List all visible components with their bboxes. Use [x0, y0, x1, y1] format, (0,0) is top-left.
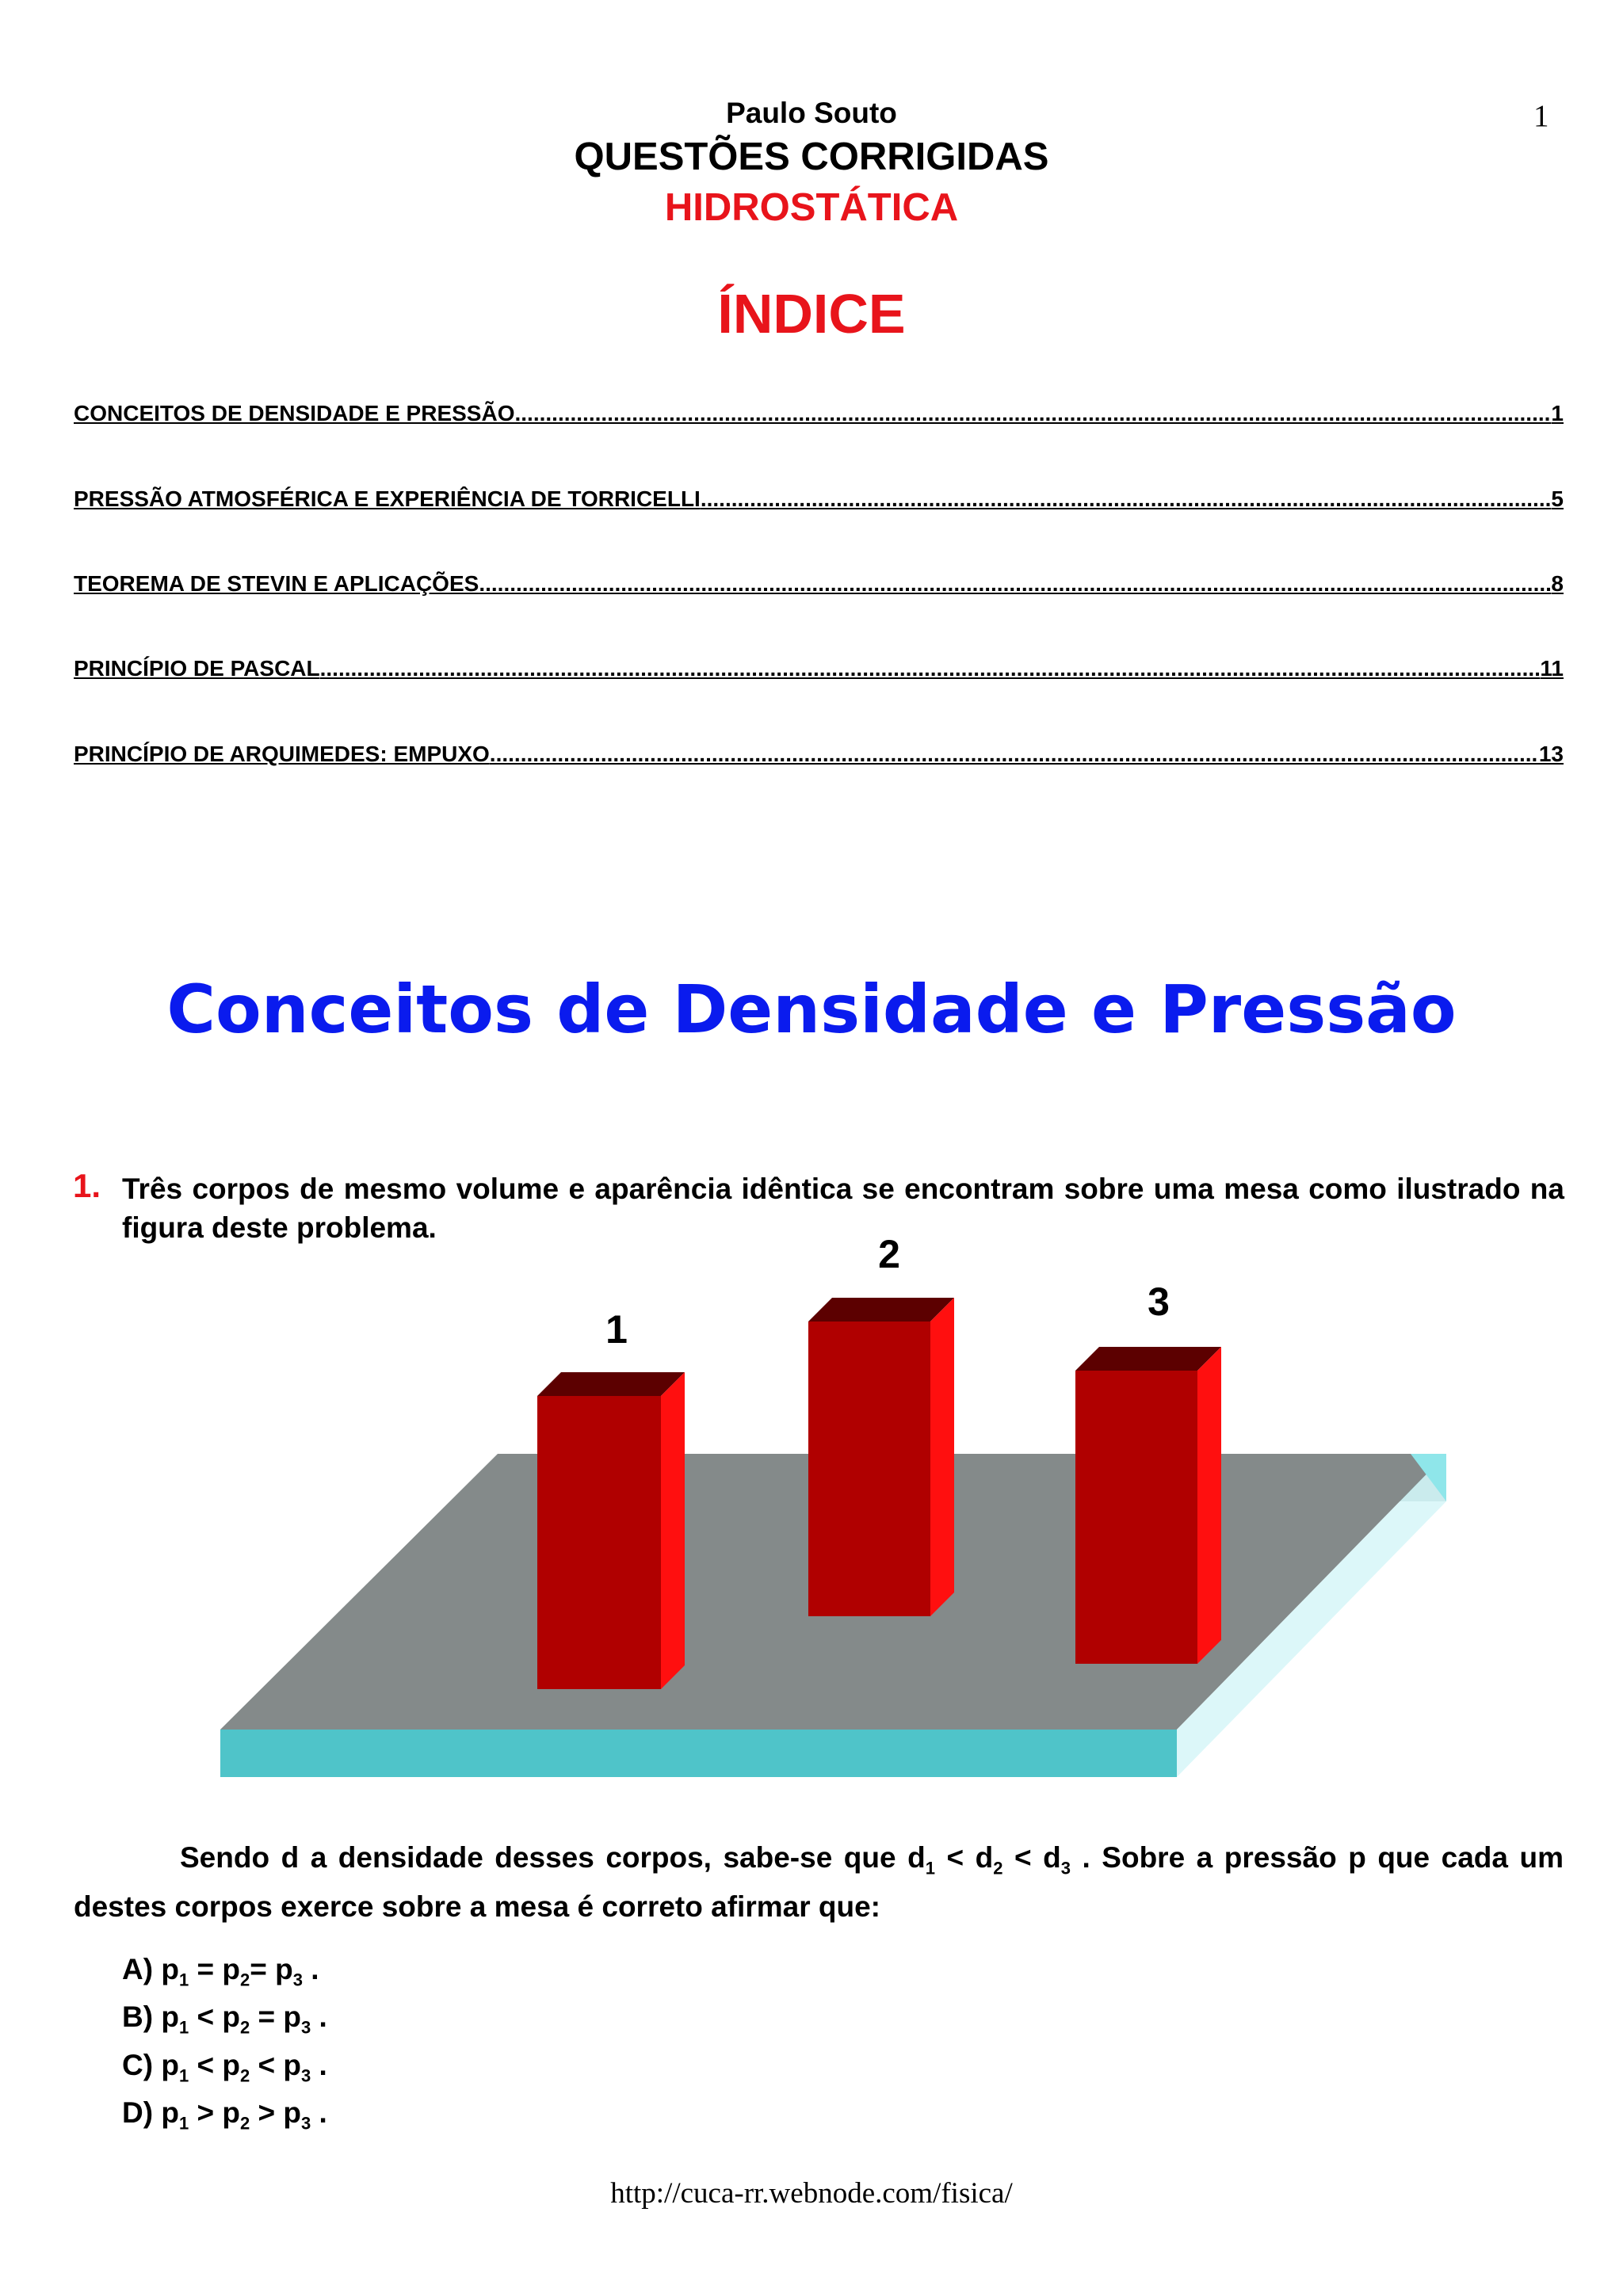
block-label-1: 1: [605, 1307, 628, 1352]
toc-label: PRINCÍPIO DE PASCAL: [74, 656, 320, 681]
section-title: Conceitos de Densidade e Pressão: [166, 971, 1457, 1048]
toc-leader: [490, 742, 1539, 767]
toc-label: PRESSÃO ATMOSFÉRICA E EXPERIÊNCIA DE TORRICELLI: [74, 486, 701, 511]
toc-item-pascal[interactable]: [74, 656, 1564, 681]
block-1: [537, 1372, 685, 1689]
toc-item-arquimedes[interactable]: [74, 742, 1564, 767]
author-name: Paulo Souto: [726, 97, 897, 129]
block-label-3: 3: [1148, 1280, 1170, 1324]
toc-item-densidade-pressao[interactable]: [74, 401, 1564, 426]
option-c[interactable]: C) $p_1 < p_2 < p_3$ .: [122, 2048, 327, 2086]
question-number: 1.: [73, 1167, 101, 1204]
question-paragraph: Sendo d a densidade desses corpos, sabe-se que $d_1 < d_2 < d_3$ . Sobre a pressão p que cada um destes corpos exerce sobre a mesa é correto afirmar que:: [74, 1841, 1564, 1924]
toc-leader: [320, 656, 1541, 681]
toc-item-stevin[interactable]: [74, 571, 1564, 597]
toc-page: 5: [1551, 486, 1564, 511]
option-b[interactable]: B) $p_1 < p_2 = p_3$ .: [122, 2000, 327, 2038]
toc-page: 8: [1551, 571, 1564, 596]
toc-label: PRINCÍPIO DE ARQUIMEDES: EMPUXO: [74, 742, 490, 766]
toc-page: 13: [1538, 742, 1564, 766]
page-number: 1: [1533, 99, 1549, 133]
toc-page: 11: [1540, 656, 1564, 681]
toc-leader: [701, 486, 1552, 512]
index-title: ÍNDICE: [717, 283, 906, 345]
option-d[interactable]: D) $p_1 > p_2 > p_3$ .: [122, 2096, 327, 2134]
toc-item-torricelli[interactable]: [74, 486, 1564, 512]
toc-label: CONCEITOS DE DENSIDADE E PRESSÃO: [74, 401, 515, 425]
toc-page: 1: [1551, 401, 1564, 425]
question-text: Três corpos de mesmo volume e aparência idêntica se encontram sobre uma mesa como ilustrado na figura deste problema.: [122, 1173, 1564, 1244]
footer-url[interactable]: http://cuca-rr.webnode.com/fisica/: [610, 2177, 1013, 2210]
toc-leader: [514, 401, 1551, 426]
toc-leader: [479, 571, 1551, 597]
block-label-2: 2: [878, 1236, 900, 1276]
three-blocks-figure: [206, 1236, 1474, 1806]
option-a[interactable]: A) $p_1 = p_2= p_3$ .: [122, 1953, 319, 1990]
block-3: [1075, 1347, 1221, 1664]
block-2: [808, 1298, 954, 1616]
table-front-edge: [220, 1730, 1177, 1777]
document-title: QUESTÕES CORRIGIDAS: [574, 135, 1049, 178]
toc-label: TEOREMA DE STEVIN E APLICAÇÕES: [74, 571, 479, 596]
answer-options: [122, 1951, 327, 2142]
document-subtitle: HIDROSTÁTICA: [664, 186, 959, 229]
